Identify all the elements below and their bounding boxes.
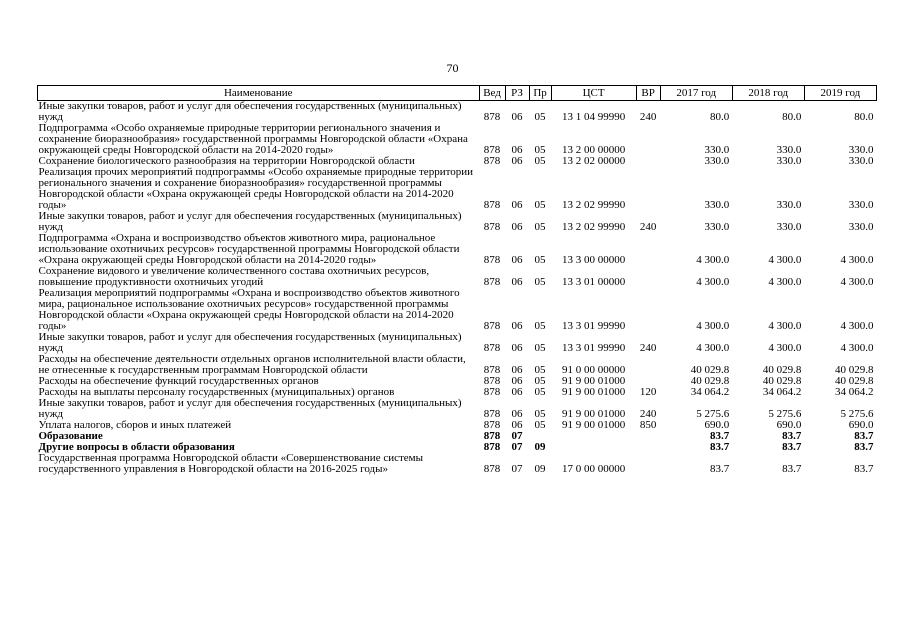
row-pr: 05	[534, 111, 546, 123]
row-rz: 06	[511, 364, 523, 376]
row-value-2018: 83.7	[782, 463, 802, 475]
row-value-2017: 40 029.8	[690, 375, 730, 387]
row-value-2019: 4 300.0	[840, 320, 874, 332]
row-ved: 878	[483, 199, 501, 211]
row-pr: 05	[534, 419, 546, 431]
row-vr	[636, 167, 660, 211]
row-vr: 240	[639, 408, 657, 420]
row-vr	[636, 266, 660, 288]
row-value-2018: 40 029.8	[762, 364, 802, 376]
table-row	[38, 332, 877, 354]
row-value-2017: 5 275.6	[696, 408, 730, 420]
row-pr: 05	[534, 320, 546, 332]
row-name: Сохранение биологического разнообразия на территории Новгородской области	[38, 155, 415, 167]
row-cst: 17 0 00 00000	[561, 463, 626, 475]
table-row	[38, 233, 877, 266]
row-value-2018: 330.0	[776, 221, 802, 233]
row-cst: 13 2 02 99990	[561, 221, 626, 233]
row-ved: 878	[483, 144, 501, 156]
row-name: Иные закупки товаров, работ и услуг для обеспечения государственных (муниципальных) нужд	[38, 331, 462, 354]
table-row	[38, 101, 877, 124]
row-value-2019: 690.0	[848, 419, 874, 431]
row-value-2018: 83.7	[782, 441, 802, 453]
row-vr: 240	[639, 111, 657, 123]
row-value-2018: 40 029.8	[762, 375, 802, 387]
row-value-2017: 4 300.0	[696, 276, 730, 288]
row-value-2018: 5 275.6	[768, 408, 802, 420]
row-name: Подпрограмма «Охрана и воспроизводство объектов животного мира, рациональное использование охотничьих ресурсов» государственной программы Новгородской области «Охрана окружающей среды Новгородской области на 2014-2020 годы»	[38, 232, 460, 266]
header-2018: 2018 год	[732, 86, 804, 101]
row-ved: 878	[483, 155, 501, 167]
header-2017: 2017 год	[660, 86, 732, 101]
row-vr	[636, 431, 660, 442]
row-pr: 05	[534, 364, 546, 376]
row-vr	[636, 123, 660, 156]
row-ved: 878	[483, 221, 501, 233]
row-value-2018: 330.0	[776, 155, 802, 167]
row-value-2017: 40 029.8	[690, 364, 730, 376]
table-row	[38, 398, 877, 420]
row-vr: 240	[639, 221, 657, 233]
row-cst: 13 3 01 99990	[561, 320, 626, 332]
row-vr	[636, 453, 660, 475]
row-pr: 05	[534, 144, 546, 156]
row-value-2018: 330.0	[776, 144, 802, 156]
row-pr: 09	[534, 441, 546, 453]
row-value-2018: 4 300.0	[768, 276, 802, 288]
table-row	[38, 420, 877, 431]
row-value-2018: 4 300.0	[768, 342, 802, 354]
row-value-2019: 330.0	[848, 221, 874, 233]
row-rz: 06	[511, 408, 523, 420]
row-ved: 878	[483, 111, 501, 123]
row-value-2019: 34 064.2	[835, 386, 874, 398]
row-rz: 06	[511, 144, 523, 156]
row-pr: 05	[534, 199, 546, 211]
row-pr: 05	[534, 254, 546, 266]
table-row	[38, 211, 877, 233]
row-name: Реализация прочих мероприятий подпрограммы «Особо охраняемые природные территории регионального значения и сохранение биоразнообразия» государственной программы Новгородской области «Охрана окружающей среды Новгородской области на 2014-2020 годы»	[38, 166, 474, 211]
row-ved: 878	[483, 375, 501, 387]
row-rz: 06	[511, 155, 523, 167]
table-row	[38, 266, 877, 288]
row-value-2019: 83.7	[854, 430, 874, 442]
row-ved: 878	[483, 386, 501, 398]
row-name: Реализация мероприятий подпрограммы «Охрана и воспроизводство объектов животного мира, рациональное использование охотничьих ресурсов» государственной программы Новгородской области «Охрана окружающей среды Новгородской области на 2014-2020 годы»	[38, 287, 460, 332]
row-pr: 05	[534, 408, 546, 420]
row-value-2019: 83.7	[854, 441, 874, 453]
row-value-2017: 4 300.0	[696, 320, 730, 332]
table-row	[38, 354, 877, 376]
row-pr: 09	[534, 463, 546, 475]
header-2019: 2019 год	[804, 86, 876, 101]
row-pr: 05	[534, 342, 546, 354]
row-ved: 878	[483, 342, 501, 354]
header-pr: Пр	[529, 86, 551, 101]
row-name: Расходы на обеспечение деятельности отдельных органов исполнительной власти области, не отнесенные к государственным программам Новгородской области	[38, 353, 466, 376]
row-vr	[636, 442, 660, 453]
row-ved: 878	[483, 419, 501, 431]
row-cst: 13 2 02 00000	[561, 155, 626, 167]
row-value-2018: 330.0	[776, 199, 802, 211]
table-row	[38, 167, 877, 211]
row-cst: 13 3 01 99990	[561, 342, 626, 354]
row-value-2019: 83.7	[854, 463, 874, 475]
row-ved: 878	[483, 463, 501, 475]
row-cst: 91 9 00 01000	[561, 386, 626, 398]
row-rz: 06	[511, 320, 523, 332]
row-value-2017: 83.7	[710, 441, 730, 453]
row-ved: 878	[483, 430, 501, 442]
row-ved: 878	[483, 408, 501, 420]
header-cst: ЦСТ	[551, 86, 636, 101]
row-rz: 06	[511, 276, 523, 288]
row-value-2019: 330.0	[848, 199, 874, 211]
row-ved: 878	[483, 276, 501, 288]
row-cst: 91 9 00 01000	[561, 419, 626, 431]
row-rz: 07	[511, 463, 523, 475]
row-value-2018: 4 300.0	[768, 320, 802, 332]
row-value-2017: 83.7	[710, 430, 730, 442]
row-rz: 07	[511, 430, 523, 442]
row-pr: 05	[534, 276, 546, 288]
row-name: Иные закупки товаров, работ и услуг для обеспечения государственных (муниципальных) нужд	[38, 210, 462, 233]
row-value-2019: 4 300.0	[840, 276, 874, 288]
row-cst: 91 9 00 01000	[561, 408, 626, 420]
header-ved: Вед	[479, 86, 505, 101]
row-value-2017: 330.0	[704, 221, 730, 233]
row-rz: 07	[511, 441, 523, 453]
row-rz: 06	[511, 375, 523, 387]
row-ved: 878	[483, 441, 501, 453]
table-row	[38, 288, 877, 332]
row-name: Образование	[38, 430, 103, 442]
row-cst: 13 3 00 00000	[561, 254, 626, 266]
row-vr	[636, 233, 660, 266]
row-cst: 91 9 00 01000	[561, 375, 626, 387]
row-cst	[551, 431, 636, 442]
row-value-2018: 690.0	[776, 419, 802, 431]
row-value-2018: 83.7	[782, 430, 802, 442]
row-name: Уплата налогов, сборов и иных платежей	[38, 419, 232, 431]
row-rz: 06	[511, 386, 523, 398]
row-vr: 120	[639, 386, 657, 398]
table-row	[38, 123, 877, 156]
row-name: Расходы на обеспечение функций государственных органов	[38, 375, 319, 387]
row-cst: 91 0 00 00000	[561, 364, 626, 376]
row-rz: 06	[511, 111, 523, 123]
row-vr: 850	[639, 419, 657, 431]
row-value-2017: 330.0	[704, 144, 730, 156]
row-cst	[551, 442, 636, 453]
row-name: Другие вопросы в области образования	[38, 441, 235, 453]
row-value-2019: 40 029.8	[835, 364, 874, 376]
row-value-2017: 4 300.0	[696, 342, 730, 354]
row-ved: 878	[483, 320, 501, 332]
row-cst: 13 2 02 99990	[561, 199, 626, 211]
row-name: Иные закупки товаров, работ и услуг для обеспечения государственных (муниципальных) нужд	[38, 100, 462, 123]
row-value-2019: 4 300.0	[840, 342, 874, 354]
row-vr	[636, 354, 660, 376]
row-pr: 05	[534, 221, 546, 233]
row-pr: 05	[534, 155, 546, 167]
header-rz: РЗ	[505, 86, 529, 101]
row-value-2017: 34 064.2	[690, 386, 730, 398]
row-name: Сохранение видового и увеличение количественного состава охотничьих ресурсов, повышение продуктивности охотничьих угодий	[38, 265, 430, 288]
row-pr: 05	[534, 375, 546, 387]
row-value-2018: 4 300.0	[768, 254, 802, 266]
row-pr: 05	[534, 386, 546, 398]
page-number: 70	[446, 61, 459, 75]
row-value-2019: 330.0	[848, 144, 874, 156]
row-value-2019: 330.0	[848, 155, 874, 167]
row-vr: 240	[639, 342, 657, 354]
row-value-2019: 4 300.0	[840, 254, 874, 266]
table-body	[38, 101, 877, 476]
row-value-2017: 330.0	[704, 155, 730, 167]
row-value-2017: 4 300.0	[696, 254, 730, 266]
row-rz: 06	[511, 221, 523, 233]
table-row	[38, 453, 877, 475]
row-value-2017: 83.7	[710, 463, 730, 475]
row-value-2019: 40 029.8	[835, 375, 874, 387]
row-value-2019: 5 275.6	[840, 408, 874, 420]
row-cst: 13 1 04 99990	[561, 111, 626, 123]
table-header	[38, 86, 877, 101]
row-value-2017: 330.0	[704, 199, 730, 211]
row-value-2017: 690.0	[704, 419, 730, 431]
row-cst: 13 2 00 00000	[561, 144, 626, 156]
row-value-2017: 80.0	[710, 111, 730, 123]
row-name: Расходы на выплаты персоналу государственных (муниципальных) органов	[38, 386, 395, 398]
row-name: Иные закупки товаров, работ и услуг для обеспечения государственных (муниципальных) нужд	[38, 397, 462, 420]
header-vr: ВР	[636, 86, 660, 101]
row-rz: 06	[511, 254, 523, 266]
row-ved: 878	[483, 364, 501, 376]
row-vr	[636, 156, 660, 167]
row-rz: 06	[511, 342, 523, 354]
row-rz: 06	[511, 199, 523, 211]
row-ved: 878	[483, 254, 501, 266]
row-cst: 13 3 01 00000	[561, 276, 626, 288]
row-name: Подпрограмма «Особо охраняемые природные территории регионального значения и сохранение биоразнообразия» государственной программы Новгородской области «Охрана окружающей среды Новгородской области на 2014-2020 годы»	[38, 122, 468, 156]
header-name: Наименование	[38, 86, 480, 101]
row-value-2018: 80.0	[782, 111, 802, 123]
row-rz: 06	[511, 419, 523, 431]
row-value-2019: 80.0	[854, 111, 874, 123]
budget-table	[37, 85, 877, 475]
row-value-2018: 34 064.2	[762, 386, 802, 398]
row-vr	[636, 288, 660, 332]
row-name: Государственная программа Новгородской области «Совершенствование системы государственного управления в Новгородской области на 2016-2025 годы»	[38, 452, 424, 475]
